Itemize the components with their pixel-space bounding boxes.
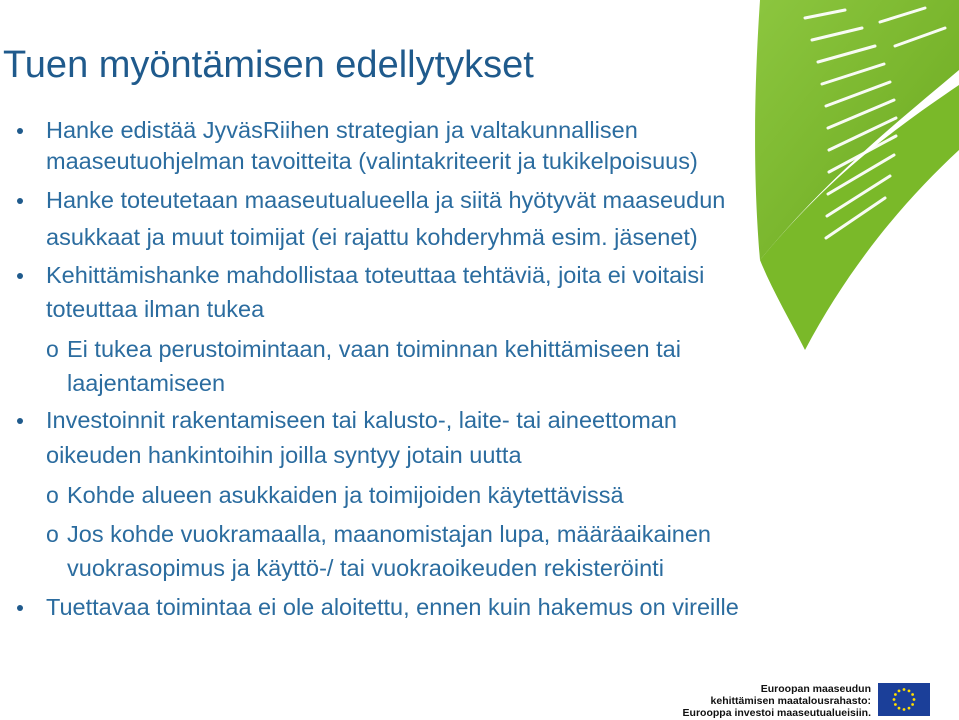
- bullet-icon: [17, 418, 23, 424]
- bullet-text: toteuttaa ilman tukea: [46, 296, 265, 322]
- bullet-text: asukkaat ja muut toimijat (ei rajattu kohderyhmä esim. jäsenet): [46, 224, 698, 250]
- bullet-text: Kehittämishanke mahdollistaa toteuttaa tehtäviä, joita ei voitaisi: [46, 262, 705, 288]
- bullet-text: Tuettavaa toimintaa ei ole aloitettu, ennen kuin hakemus on vireille: [46, 594, 739, 620]
- footer-line: Euroopan maaseudun: [760, 683, 871, 695]
- sub-bullet-text: Ei tukea perustoimintaan, vaan toiminnan kehittämiseen tai: [67, 336, 681, 362]
- sub-bullet-icon: o: [46, 336, 59, 362]
- bullet-icon: [17, 273, 23, 279]
- eu-flag-icon: [878, 683, 930, 716]
- bullet-text: oikeuden hankintoihin joilla syntyy jotain uutta: [46, 442, 522, 468]
- bullet-text: Investoinnit rakentamiseen tai kalusto-, laite- tai aineettoman: [46, 407, 677, 433]
- sub-bullet-text: vuokrasopimus ja käyttö-/ tai vuokraoikeuden rekisteröinti: [67, 555, 664, 581]
- bullet-text: maaseutuohjelman tavoitteita (valintakriteerit ja tukikelpoisuus): [46, 148, 698, 174]
- footer-line: Eurooppa investoi maaseutualueisiin.: [682, 707, 871, 719]
- sub-bullet-icon: o: [46, 521, 59, 547]
- sub-bullet-text: laajentamiseen: [67, 370, 226, 396]
- bullet-icon: [17, 198, 23, 204]
- slide-title: Tuen myöntämisen edellytykset: [3, 44, 534, 86]
- bullet-icon: [17, 605, 23, 611]
- sub-bullet-text: Jos kohde vuokramaalla, maanomistajan lupa, määräaikainen: [67, 521, 712, 547]
- footer-eu-text: [683, 683, 871, 719]
- sub-bullet-text: Kohde alueen asukkaiden ja toimijoiden käytettävissä: [67, 482, 624, 508]
- bullet-text: Hanke toteutetaan maaseutualueella ja siitä hyötyvät maaseudun: [46, 187, 726, 213]
- bullet-text: Hanke edistää JyväsRiihen strategian ja valtakunnallisen: [46, 117, 638, 143]
- bullet-icon: [17, 128, 23, 134]
- footer-line: kehittämisen maatalousrahasto:: [710, 695, 871, 707]
- sub-bullet-icon: o: [46, 482, 59, 508]
